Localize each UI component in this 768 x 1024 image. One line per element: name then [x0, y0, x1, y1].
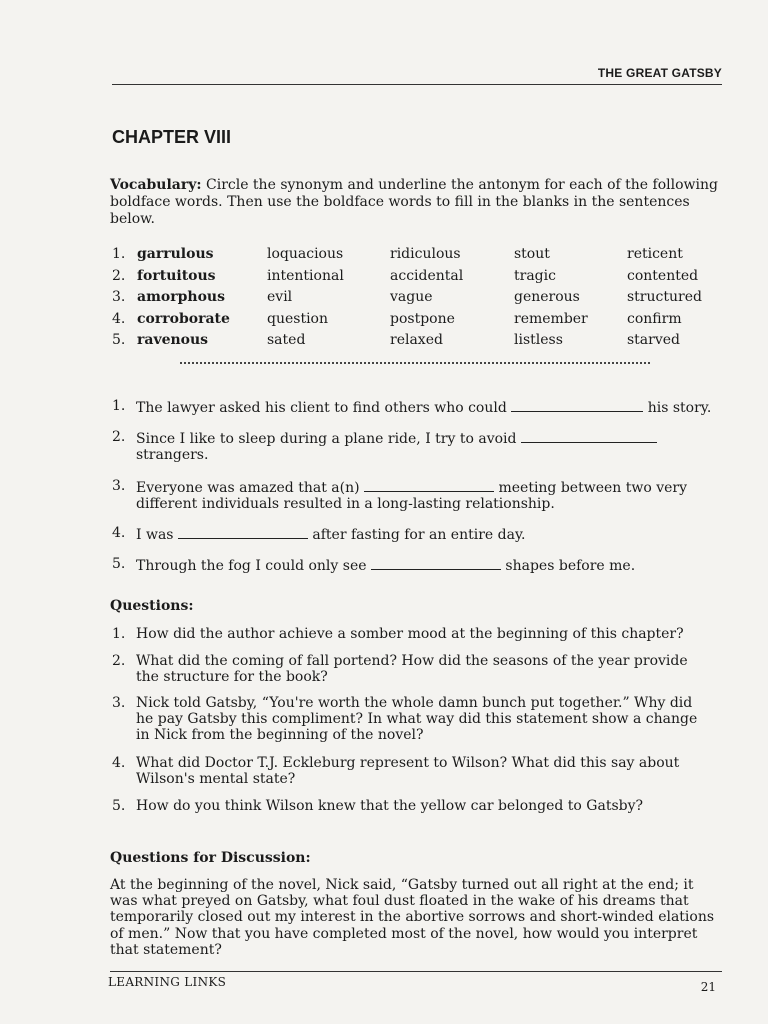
fill-in-text-after: shapes before me.	[505, 558, 636, 574]
vocab-option[interactable]: postpone	[390, 310, 455, 327]
vocab-option[interactable]: vague	[390, 289, 433, 305]
question-text: What did the coming of fall portend? How did the seasons of the year provide the structure for the book?	[136, 653, 688, 685]
vocab-option[interactable]: relaxed	[390, 332, 443, 348]
vocab-option[interactable]: intentional	[267, 267, 344, 284]
vocab-row	[110, 268, 722, 290]
vocab-row	[110, 289, 722, 311]
chapter-title: CHAPTER VIII	[112, 127, 232, 147]
vocab-number: 1.	[112, 246, 126, 262]
question-item	[110, 798, 710, 814]
vocab-option[interactable]: reticent	[627, 246, 683, 262]
fill-in-text-after: his story.	[647, 400, 712, 416]
question-number: 1.	[112, 626, 126, 642]
vocab-number: 4.	[112, 310, 126, 327]
vocab-number: 2.	[112, 267, 126, 284]
header-rule	[112, 84, 722, 85]
vocabulary-label: Vocabulary:	[110, 177, 202, 193]
fill-in-item	[110, 556, 722, 574]
vocab-option[interactable]: remember	[514, 310, 588, 327]
question-item	[110, 755, 710, 787]
vocab-row	[110, 311, 722, 333]
answer-blank[interactable]	[511, 398, 643, 412]
question-text: How do you think Wilson knew that the yellow car belonged to Gatsby?	[136, 798, 644, 814]
vocab-number: 5.	[112, 332, 126, 348]
discussion-text: At the beginning of the novel, Nick said, “Gatsby turned out all right at the end; it was what preyed on Gatsby, what foul dust floated in the wake of his dreams that temporarily closed out my interest in the abortive sorrows and short-winded elations of men.” Now that you have completed most of the novel, how would you interpret that statement?	[110, 877, 715, 958]
fill-in-text-before: Through the fog I could only see	[136, 558, 367, 574]
fill-in-number: 1.	[112, 398, 126, 414]
fill-in-number: 5.	[112, 556, 126, 572]
answer-blank[interactable]	[178, 525, 308, 539]
discussion-heading: Questions for Discussion:	[110, 850, 311, 866]
vocab-option[interactable]: sated	[267, 332, 306, 348]
running-head: THE GREAT GATSBY	[597, 66, 722, 80]
fill-in-number: 2.	[112, 429, 126, 445]
answer-blank[interactable]	[371, 556, 501, 570]
vocab-word: ravenous	[137, 332, 209, 348]
fill-in-text-before: Since I like to sleep during a plane ride, I try to avoid	[136, 431, 517, 447]
vocab-option[interactable]: question	[267, 310, 328, 327]
vocab-word: garrulous	[137, 246, 214, 262]
question-number: 4.	[112, 755, 126, 771]
question-text: What did Doctor T.J. Eckleburg represent to Wilson? What did this say about Wilson's mental state?	[136, 755, 680, 787]
dotted-divider	[180, 362, 650, 364]
fill-in-text-after: meeting between two very different individuals resulted in a long-lasting relationship.	[136, 480, 688, 512]
fill-in-item	[110, 398, 722, 416]
vocab-option[interactable]: contented	[627, 267, 699, 284]
vocab-option[interactable]: evil	[267, 289, 293, 305]
answer-blank[interactable]	[364, 478, 494, 492]
vocab-word: corroborate	[137, 310, 230, 327]
page-number: 21	[700, 980, 716, 994]
vocab-option[interactable]: ridiculous	[390, 246, 461, 262]
vocab-word: fortuitous	[137, 267, 216, 284]
vocab-option[interactable]: accidental	[390, 267, 464, 284]
vocab-option[interactable]: confirm	[627, 310, 682, 327]
vocab-option[interactable]: stout	[514, 246, 550, 262]
vocabulary-instructions-text: Circle the synonym and underline the antonym for each of the following boldface words. Then use the boldface words to fill in the blanks in the sentences below.	[110, 177, 718, 227]
question-text: Nick told Gatsby, “You're worth the whole damn bunch put together.” Why did he pay Gatsby this compliment? In what way did this statement show a change in Nick from the beginning of the novel?	[136, 695, 698, 743]
vocab-row	[110, 246, 722, 268]
vocab-word: amorphous	[137, 289, 225, 305]
question-text: How did the author achieve a somber mood at the beginning of this chapter?	[136, 626, 684, 642]
fill-in-item	[110, 525, 722, 543]
question-number: 5.	[112, 798, 126, 814]
fill-in-item	[110, 478, 722, 512]
vocab-option[interactable]: starved	[627, 332, 681, 348]
vocabulary-instructions	[110, 177, 720, 228]
vocab-row	[110, 332, 722, 354]
question-number: 2.	[112, 653, 126, 669]
vocab-option[interactable]: loquacious	[267, 246, 344, 262]
vocab-option[interactable]: tragic	[514, 267, 556, 284]
fill-in-text-after: strangers.	[136, 447, 209, 463]
question-item	[110, 626, 710, 642]
fill-in-number: 3.	[112, 478, 126, 494]
vocabulary-table	[110, 246, 722, 354]
answer-blank[interactable]	[521, 429, 657, 443]
vocab-option[interactable]: generous	[514, 289, 580, 305]
vocab-option[interactable]: listless	[514, 332, 563, 348]
questions-heading: Questions:	[110, 598, 194, 614]
question-item	[110, 695, 710, 743]
footer-rule	[110, 971, 722, 972]
fill-in-item	[110, 429, 722, 463]
question-number: 3.	[112, 695, 126, 711]
fill-in-text-before: Everyone was amazed that a(n)	[136, 480, 360, 496]
publisher-name: LEARNING LINKS	[108, 975, 227, 989]
fill-in-text-after: after fasting for an entire day.	[312, 527, 526, 543]
question-item	[110, 653, 710, 685]
fill-in-number: 4.	[112, 525, 126, 541]
vocab-option[interactable]: structured	[627, 289, 702, 305]
fill-in-text-before: The lawyer asked his client to find others who could	[136, 400, 507, 416]
fill-in-text-before: I was	[136, 527, 174, 543]
vocab-number: 3.	[112, 289, 126, 305]
